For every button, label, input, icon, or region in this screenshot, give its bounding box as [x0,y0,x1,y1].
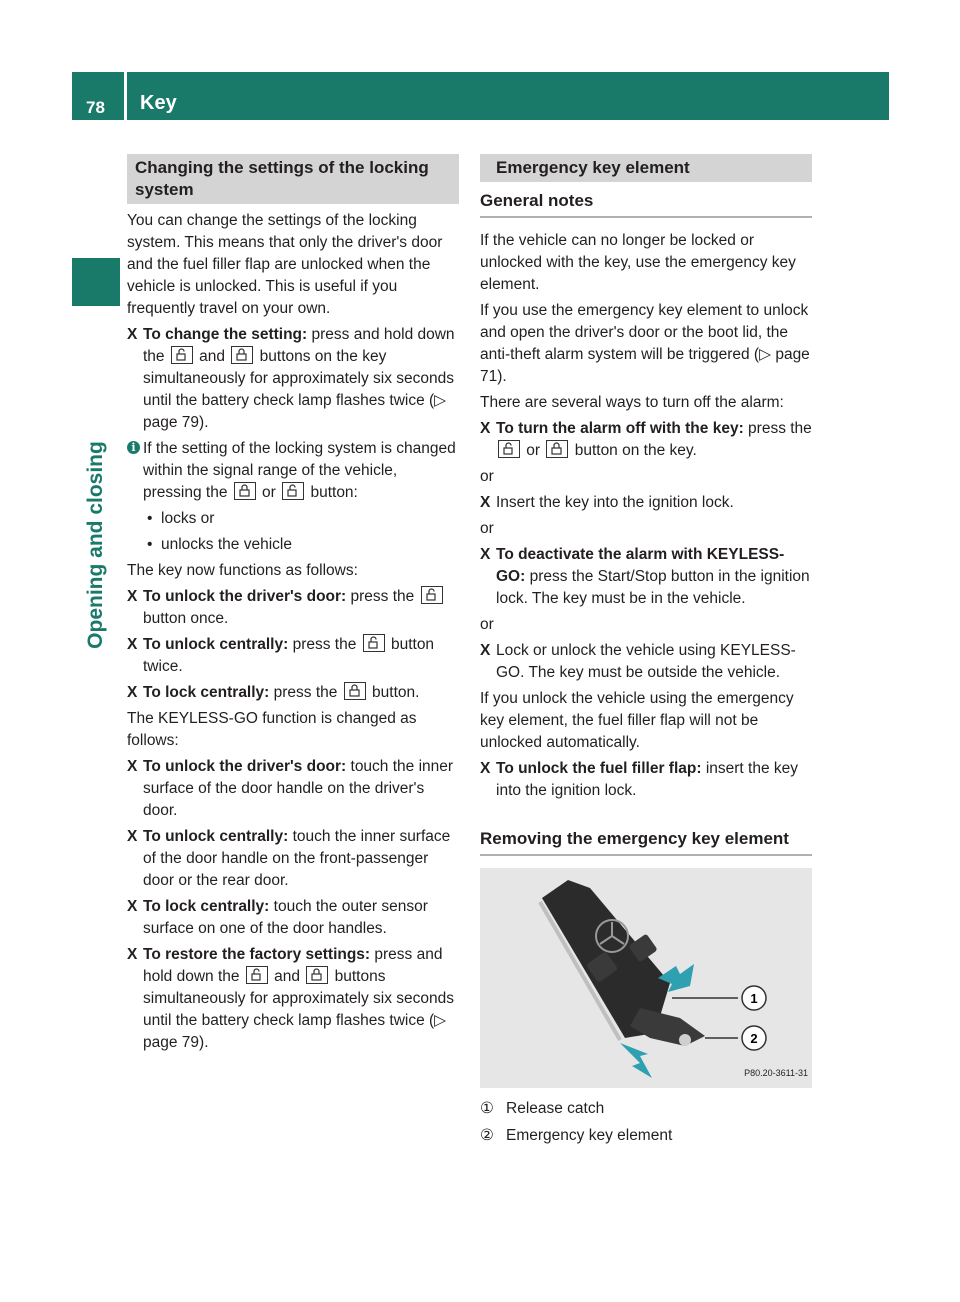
page-number: 78 [86,98,105,117]
step-arrow-icon: X [127,898,138,915]
step-arrow-icon: X [127,946,138,963]
bullet-item: • unlocks the vehicle [147,536,292,553]
step-arrow-icon: X [480,494,491,511]
step-lock-unlock-keyless: X Lock or unlock the vehicle using KEYLESS-GO. The key must be outside the vehicle. [480,642,796,681]
lock-icon [546,440,568,458]
step-restore-factory: X To restore the factory settings: press and hold down the and buttons simultaneously for approximately six seconds until the battery check lamp flashes twice (▷ page 79). [127,946,454,1051]
step-arrow-icon: X [127,684,138,701]
step-lock-centrally: X To lock centrally: press the button. [127,682,459,704]
paragraph: There are several ways to turn off the alarm: [480,394,784,411]
paragraph: If the vehicle can no longer be locked or unlocked with the key, use the emergency key element. [480,232,796,293]
step-arrow-icon: X [127,326,138,343]
paragraph: If you unlock the vehicle using the emergency key element, the fuel filler flap will not be unlocked automatically. [480,690,794,751]
unlock-icon [282,482,304,500]
step-alarm-off-key: X To turn the alarm off with the key: press the or button on the key. [480,420,812,459]
subheading-general-notes: General notes [480,190,812,218]
or-text: or [480,468,494,485]
section-heading-locking: Changing the settings of the locking system [127,154,459,204]
left-column [127,154,459,1058]
step-unlock-fuel-flap: X To unlock the fuel filler flap: insert the key into the ignition lock. [480,760,799,799]
step-change-setting: X To change the setting: press and hold down the and buttons on the key simultaneously for approximately six seconds until the battery check lamp flashes twice (▷ page 79). [127,326,455,431]
page-title: Key [140,92,177,114]
step-keyless-unlock-centrally: X To unlock centrally: touch the inner surface of the door handle on the front-passenger door or the rear door. [127,828,451,889]
paragraph: If you use the emergency key element to unlock and open the driver's door or the boot lid, the anti-theft alarm system will be triggered (▷ page 71). [480,302,810,385]
step-arrow-icon: X [127,758,138,775]
section-heading-emergency: Emergency key element [480,154,812,182]
side-tab-label: Opening and closing [84,441,107,649]
info-note: i If the setting of the locking system is changed within the signal range of the vehicle, pressing the or button: [127,438,459,504]
or-text: or [480,520,494,537]
step-unlock-centrally: X To unlock centrally: press the button twice. [127,636,435,675]
header-divider [124,72,127,120]
subheading-removing: Removing the emergency key element [480,828,812,856]
step-arrow-icon: X [480,642,491,659]
unlock-icon [498,440,520,458]
key-functions-text: The key now functions as follows: [127,562,358,579]
lock-icon [234,482,256,500]
right-column [480,154,812,1152]
step-keyless-unlock-driver: X To unlock the driver's door: touch the inner surface of the door handle on the driver's door. [127,758,454,819]
figure-code: P80.20-3611-31 [744,1068,808,1078]
unlock-icon [421,586,443,604]
unlock-icon [246,966,268,984]
header-bar [72,72,889,120]
key-figure [480,868,812,1088]
step-deactivate-keyless: X To deactivate the alarm with KEYLESS-GO: press the Start/Stop button in the ignition lock. The key must be in the vehicle. [480,546,810,607]
step-arrow-icon: X [480,760,491,777]
step-arrow-icon: X [127,588,138,605]
lock-icon [231,346,253,364]
legend-item-emergency-key: ② Emergency key element [480,1127,673,1144]
step-unlock-driver-door: X To unlock the driver's door: press the button once. [127,586,459,630]
unlock-icon [363,634,385,652]
key-illustration [480,868,812,1088]
step-arrow-icon: X [127,636,138,653]
step-arrow-icon: X [480,546,491,563]
bullet-item: • locks or [147,510,215,527]
lock-icon [344,682,366,700]
unlock-icon [171,346,193,364]
or-text: or [480,616,494,633]
step-keyless-lock-centrally: X To lock centrally: touch the outer sensor surface on one of the door handles. [127,898,428,937]
lock-icon [306,966,328,984]
legend-item-release-catch: ① Release catch [480,1100,605,1117]
svg-text:2: 2 [750,1031,758,1046]
info-icon: i [127,441,140,454]
step-arrow-icon: X [480,420,491,437]
svg-text:1: 1 [750,991,758,1006]
side-tab-block [72,258,120,306]
step-arrow-icon: X [127,828,138,845]
keyless-intro-text: The KEYLESS-GO function is changed as follows: [127,710,417,749]
step-insert-key: X Insert the key into the ignition lock. [480,492,812,514]
intro-paragraph: You can change the settings of the locking system. This means that only the driver's door and the fuel filler flap are unlocked when the vehicle is unlocked. This is useful if you frequently travel on your own. [127,212,443,317]
